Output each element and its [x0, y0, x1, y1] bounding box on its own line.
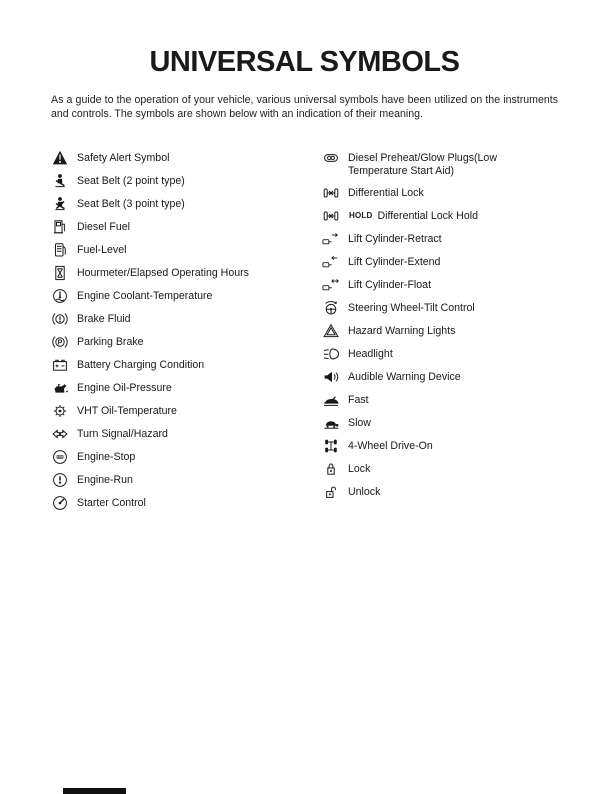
symbol-label: Hourmeter/Elapsed Operating Hours [77, 267, 249, 279]
symbol-label: Headlight [348, 347, 393, 360]
symbol-row [322, 231, 558, 248]
symbol-row [51, 472, 322, 489]
engine-run-icon [51, 472, 77, 488]
symbol-icon-svg [51, 403, 69, 419]
symbol-icon-svg [51, 426, 69, 442]
symbol-row [51, 242, 322, 259]
symbol-label: VHT Oil-Temperature [77, 405, 177, 417]
symbol-row [51, 219, 322, 236]
symbol-icon-svg [322, 415, 340, 431]
intro-paragraph: As a guide to the operation of your vehicle, various universal symbols have been utilized on the instruments and controls. The symbols are shown below with an indication of their meaning. [51, 94, 558, 120]
symbol-row [322, 277, 558, 294]
symbol-label: Seat Belt (3 point type) [77, 198, 185, 210]
symbol-icon-svg [322, 461, 340, 477]
symbol-label: Lift Cylinder-Retract [348, 232, 442, 245]
symbol-icon-svg [51, 449, 69, 465]
symbol-icon-svg [51, 472, 69, 488]
symbol-row [51, 150, 322, 167]
symbol-label: Brake Fluid [77, 313, 131, 325]
brake-fluid-icon [51, 311, 77, 327]
parking-brake-icon [51, 334, 77, 350]
battery-charge-icon [51, 357, 77, 373]
symbol-icon-svg [51, 495, 69, 511]
vht-oil-temperature-icon [51, 403, 77, 419]
symbol-icon-svg [51, 380, 69, 396]
symbol-label: Fuel-Level [77, 244, 127, 256]
symbol-label: Fast [348, 393, 369, 406]
symbol-icon-svg [322, 323, 340, 339]
page-title: UNIVERSAL SYMBOLS [149, 46, 460, 78]
symbol-label: Battery Charging Condition [77, 359, 205, 371]
symbol-icon-svg [322, 208, 340, 224]
diesel-fuel-icon [51, 219, 77, 235]
symbol-label: Turn Signal/Hazard [77, 428, 168, 440]
symbol-row [51, 380, 322, 397]
symbol-label: Diesel Preheat/Glow Plugs(Low Temperature Start Aid) [348, 152, 497, 177]
seat-belt-2pt-icon [51, 173, 77, 189]
symbol-label: Safety Alert Symbol [77, 152, 170, 164]
seat-belt-3pt-icon [51, 196, 77, 212]
symbol-row [322, 208, 558, 225]
symbol-label: Engine Oil-Pressure [77, 382, 172, 394]
symbol-label: Unlock [348, 485, 381, 498]
symbol-row [322, 392, 558, 409]
symbol-icon-svg [322, 438, 340, 454]
symbol-columns [51, 150, 558, 518]
symbol-label: Steering Wheel-Tilt Control [348, 301, 475, 314]
symbol-icon-svg [51, 265, 69, 281]
symbol-row [322, 254, 558, 271]
symbol-icon-svg [322, 231, 340, 247]
symbol-row [322, 300, 558, 317]
symbol-label: Diesel Fuel [77, 221, 130, 233]
symbol-row [322, 323, 558, 340]
symbol-label: Lock [348, 462, 371, 475]
hold-badge: HOLD [349, 210, 373, 220]
symbol-label: Lift Cylinder-Float [348, 278, 432, 291]
symbol-row [51, 426, 322, 443]
lift-extend-icon [322, 254, 348, 270]
symbol-label: Seat Belt (2 point type) [77, 175, 185, 187]
symbol-icon-svg [322, 484, 340, 500]
symbol-icon-svg [51, 288, 69, 304]
symbol-row [51, 311, 322, 328]
footer-mark [63, 788, 126, 794]
symbol-label: Slow [348, 416, 371, 429]
safety-alert-icon [51, 150, 77, 166]
symbol-row [322, 484, 558, 501]
symbol-icon-svg [322, 369, 340, 385]
headlight-icon [322, 346, 348, 362]
symbol-row [322, 415, 558, 432]
unlock-icon [322, 484, 348, 500]
symbol-icon-svg [322, 392, 340, 408]
symbol-row [51, 173, 322, 190]
oil-pressure-icon [51, 380, 77, 396]
symbol-icon-svg [51, 357, 69, 373]
symbol-icon-svg [51, 219, 69, 235]
symbol-label: Engine-Stop [77, 451, 136, 463]
symbol-icon-svg [322, 254, 340, 270]
symbol-row [322, 369, 558, 386]
symbol-row [51, 288, 322, 305]
symbol-label: Hazard Warning Lights [348, 324, 456, 337]
symbol-icon-svg [51, 242, 69, 258]
symbol-row [322, 438, 558, 455]
hourmeter-icon [51, 265, 77, 281]
symbol-row [51, 357, 322, 374]
symbol-label: Audible Warning Device [348, 370, 461, 383]
slow-turtle-icon [322, 415, 348, 431]
symbol-row [51, 334, 322, 351]
symbol-row [322, 185, 558, 202]
symbol-label: Engine-Run [77, 474, 133, 486]
symbol-label: Engine Coolant-Temperature [77, 290, 213, 302]
symbol-label: Parking Brake [77, 336, 144, 348]
symbol-column-left [51, 150, 322, 518]
symbol-row [51, 196, 322, 213]
symbol-icon-svg [322, 346, 340, 362]
symbol-icon-svg [322, 300, 340, 316]
steering-tilt-icon [322, 300, 348, 316]
symbol-label: Lift Cylinder-Extend [348, 255, 441, 268]
starter-control-icon [51, 495, 77, 511]
differential-lock-hold-icon [322, 208, 348, 224]
symbol-icon-svg [51, 334, 69, 350]
symbol-row [322, 461, 558, 478]
lift-float-icon [322, 277, 348, 293]
symbol-icon-svg [51, 173, 69, 189]
symbol-row [322, 150, 558, 178]
symbol-icon-svg [51, 311, 69, 327]
fuel-level-icon [51, 242, 77, 258]
coolant-temperature-icon [51, 288, 77, 304]
engine-stop-icon [51, 449, 77, 465]
four-wheel-drive-icon [322, 438, 348, 454]
glow-plug-icon [322, 150, 348, 166]
symbol-row [322, 346, 558, 363]
horn-icon [322, 369, 348, 385]
symbol-icon-svg [322, 150, 340, 166]
symbol-column-right [322, 150, 558, 518]
differential-lock-icon [322, 185, 348, 201]
symbol-icon-svg [51, 150, 69, 166]
symbol-row [51, 449, 322, 466]
symbol-row [51, 403, 322, 420]
symbol-icon-svg [322, 277, 340, 293]
symbol-icon-svg [51, 196, 69, 212]
symbol-label: Differential Lock Hold [377, 209, 478, 222]
symbol-label: 4-Wheel Drive-On [348, 439, 433, 452]
symbol-label: Starter Control [77, 497, 146, 509]
lock-icon [322, 461, 348, 477]
lift-retract-icon [322, 231, 348, 247]
symbol-label: Differential Lock [348, 186, 424, 199]
symbol-row [51, 495, 322, 512]
symbol-row [51, 265, 322, 282]
symbol-icon-svg [322, 185, 340, 201]
fast-rabbit-icon [322, 392, 348, 408]
turn-signal-icon [51, 426, 77, 442]
hazard-lights-icon [322, 323, 348, 339]
